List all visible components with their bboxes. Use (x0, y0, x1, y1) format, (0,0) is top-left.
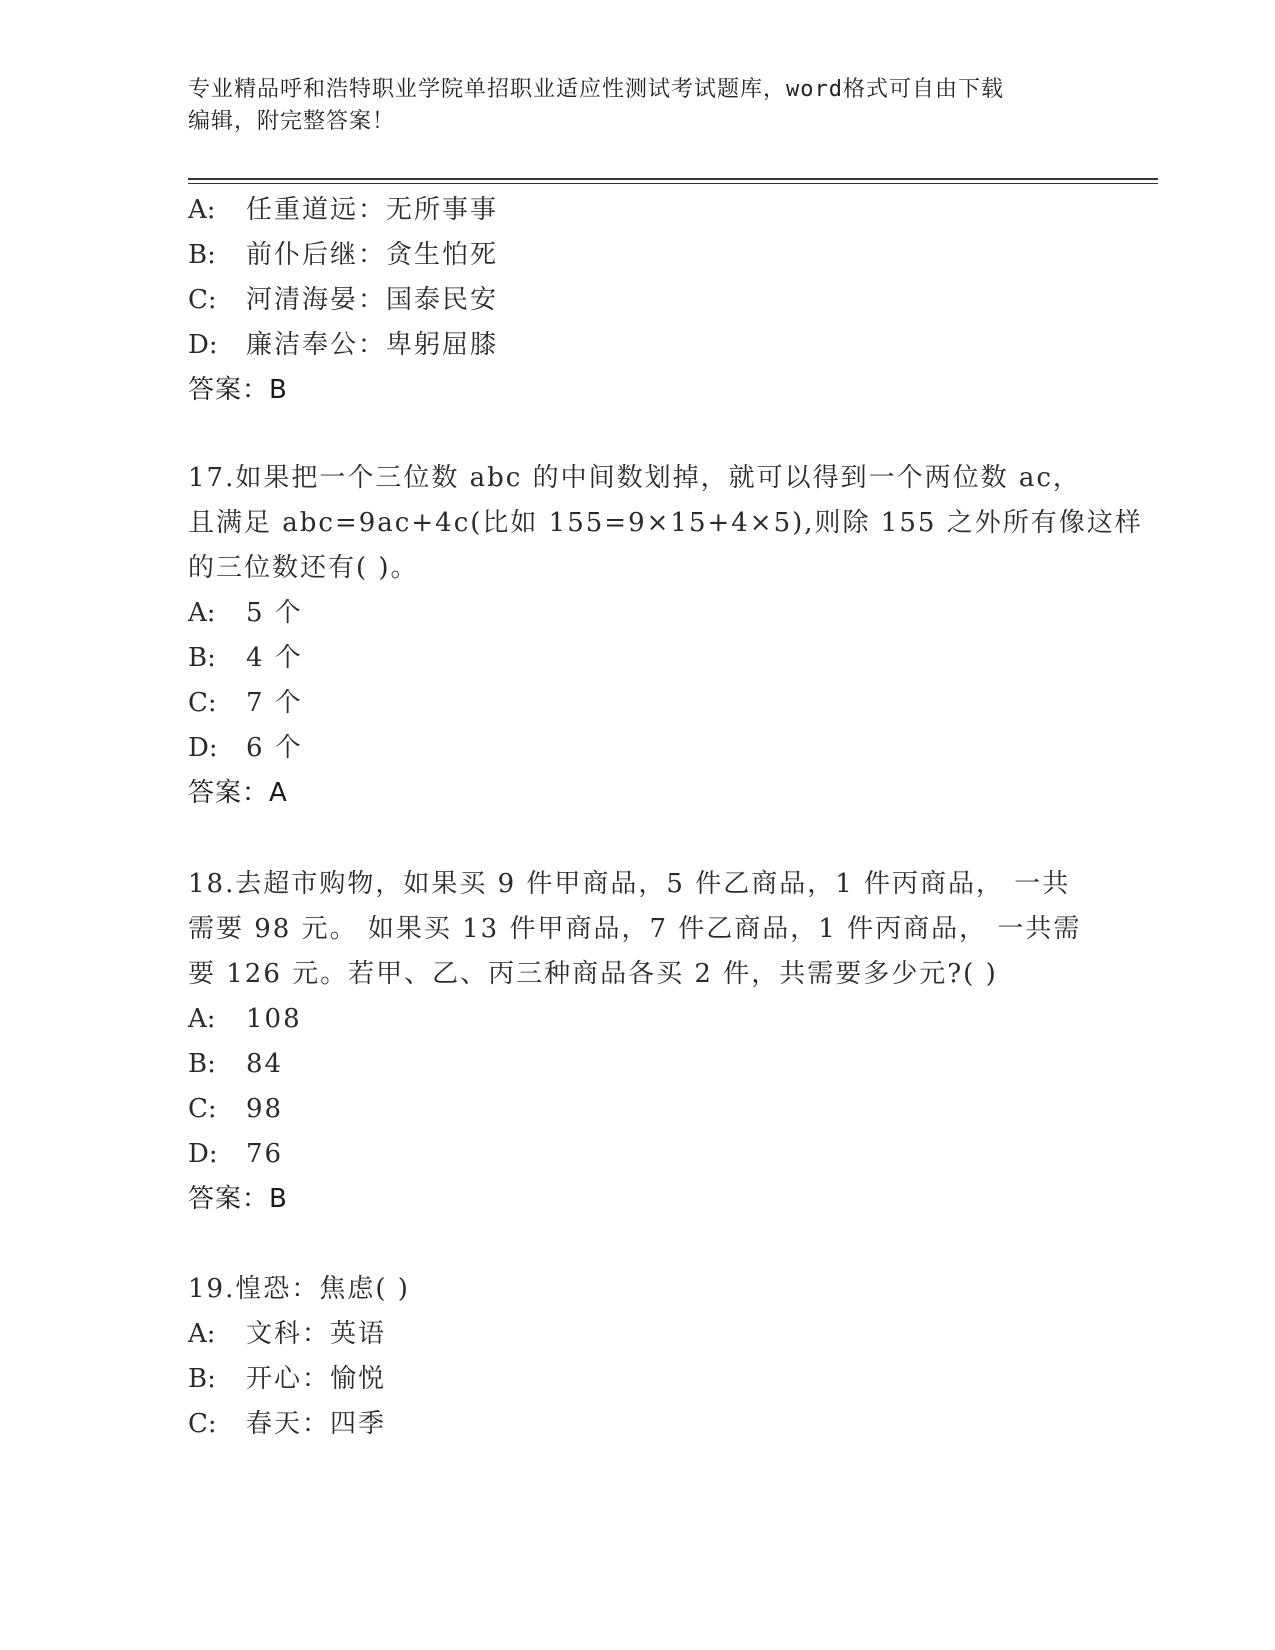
option-letter: A: (188, 1319, 216, 1349)
q17-option-c (188, 683, 303, 723)
q17-answer: 答案：A (188, 778, 288, 808)
option-text: 文科：英语 (246, 1319, 387, 1349)
q16-answer: 答案：B (188, 375, 288, 405)
option-letter: C: (188, 285, 217, 315)
q18-stem-line-2: 需要 98 元。 如果买 13 件甲商品，7 件乙商品，1 件丙商品， 一共需 (188, 914, 1082, 944)
option-letter: C: (188, 1094, 217, 1124)
header-line-2: 编辑，附完整答案！ (188, 109, 396, 134)
option-letter: A: (188, 598, 216, 628)
q18-answer: 答案：B (188, 1184, 288, 1214)
q19-option-c (188, 1404, 386, 1444)
q17-option-a (188, 593, 303, 633)
option-text: 春天：四季 (246, 1409, 387, 1439)
q18-option-b (188, 1044, 283, 1084)
option-letter: A: (188, 195, 216, 225)
q17-stem-line-2: 且满足 abc=9ac+4c(比如 155=9×15+4×5),则除 155 之外所有像这样 (188, 508, 1143, 538)
q18-option-c (188, 1089, 283, 1129)
option-text: 任重道远：无所事事 (246, 195, 499, 225)
option-text: 开心：愉悦 (246, 1364, 387, 1394)
q16-option-a (188, 190, 498, 230)
option-text: 4 个 (246, 643, 303, 673)
option-text: 河清海晏：国泰民安 (246, 285, 499, 315)
option-text: 6 个 (246, 733, 303, 763)
q19-option-a (188, 1314, 386, 1354)
q16-option-b (188, 235, 498, 275)
option-text: 5 个 (246, 598, 303, 628)
option-text: 7 个 (246, 688, 303, 718)
option-text: 廉洁奉公：卑躬屈膝 (246, 330, 499, 360)
q18-stem-line-1: 18.去超市购物，如果买 9 件甲商品，5 件乙商品，1 件丙商品， 一共 (188, 869, 1071, 899)
document-header (188, 74, 1088, 138)
q18-option-a (188, 999, 302, 1039)
header-line-1: 专业精品呼和浩特职业学院单招职业适应性测试考试题库，word格式可自由下载 (188, 77, 1004, 102)
header-divider-thick (188, 178, 1158, 180)
option-letter: D: (188, 330, 218, 360)
option-letter: A: (188, 1004, 216, 1034)
option-letter: D: (188, 733, 218, 763)
q17-stem-line-1: 17.如果把一个三位数 abc 的中间数划掉，就可以得到一个两位数 ac， (188, 463, 1081, 493)
q16-option-d (188, 325, 498, 365)
option-letter: C: (188, 1409, 217, 1439)
option-letter: C: (188, 688, 217, 718)
option-letter: B: (188, 240, 216, 270)
option-letter: B: (188, 643, 216, 673)
option-letter: B: (188, 1049, 216, 1079)
q19-stem-line-1: 19.惶恐：焦虑( ) (188, 1274, 410, 1304)
q17-option-b (188, 638, 303, 678)
option-text: 108 (246, 1004, 302, 1034)
header-divider-thin (188, 183, 1158, 184)
option-text: 前仆后继：贪生怕死 (246, 240, 499, 270)
q19-option-b (188, 1359, 386, 1399)
q17-stem-line-3: 的三位数还有( )。 (188, 553, 419, 583)
q18-option-d (188, 1134, 283, 1174)
option-text: 84 (246, 1049, 284, 1079)
option-text: 98 (246, 1094, 284, 1124)
q18-stem-line-3: 要 126 元。若甲、乙、丙三种商品各买 2 件，共需要多少元?( ) (188, 959, 998, 989)
q17-option-d (188, 728, 303, 768)
q16-option-c (188, 280, 498, 320)
option-letter: B: (188, 1364, 216, 1394)
option-text: 76 (246, 1139, 284, 1169)
option-letter: D: (188, 1139, 218, 1169)
